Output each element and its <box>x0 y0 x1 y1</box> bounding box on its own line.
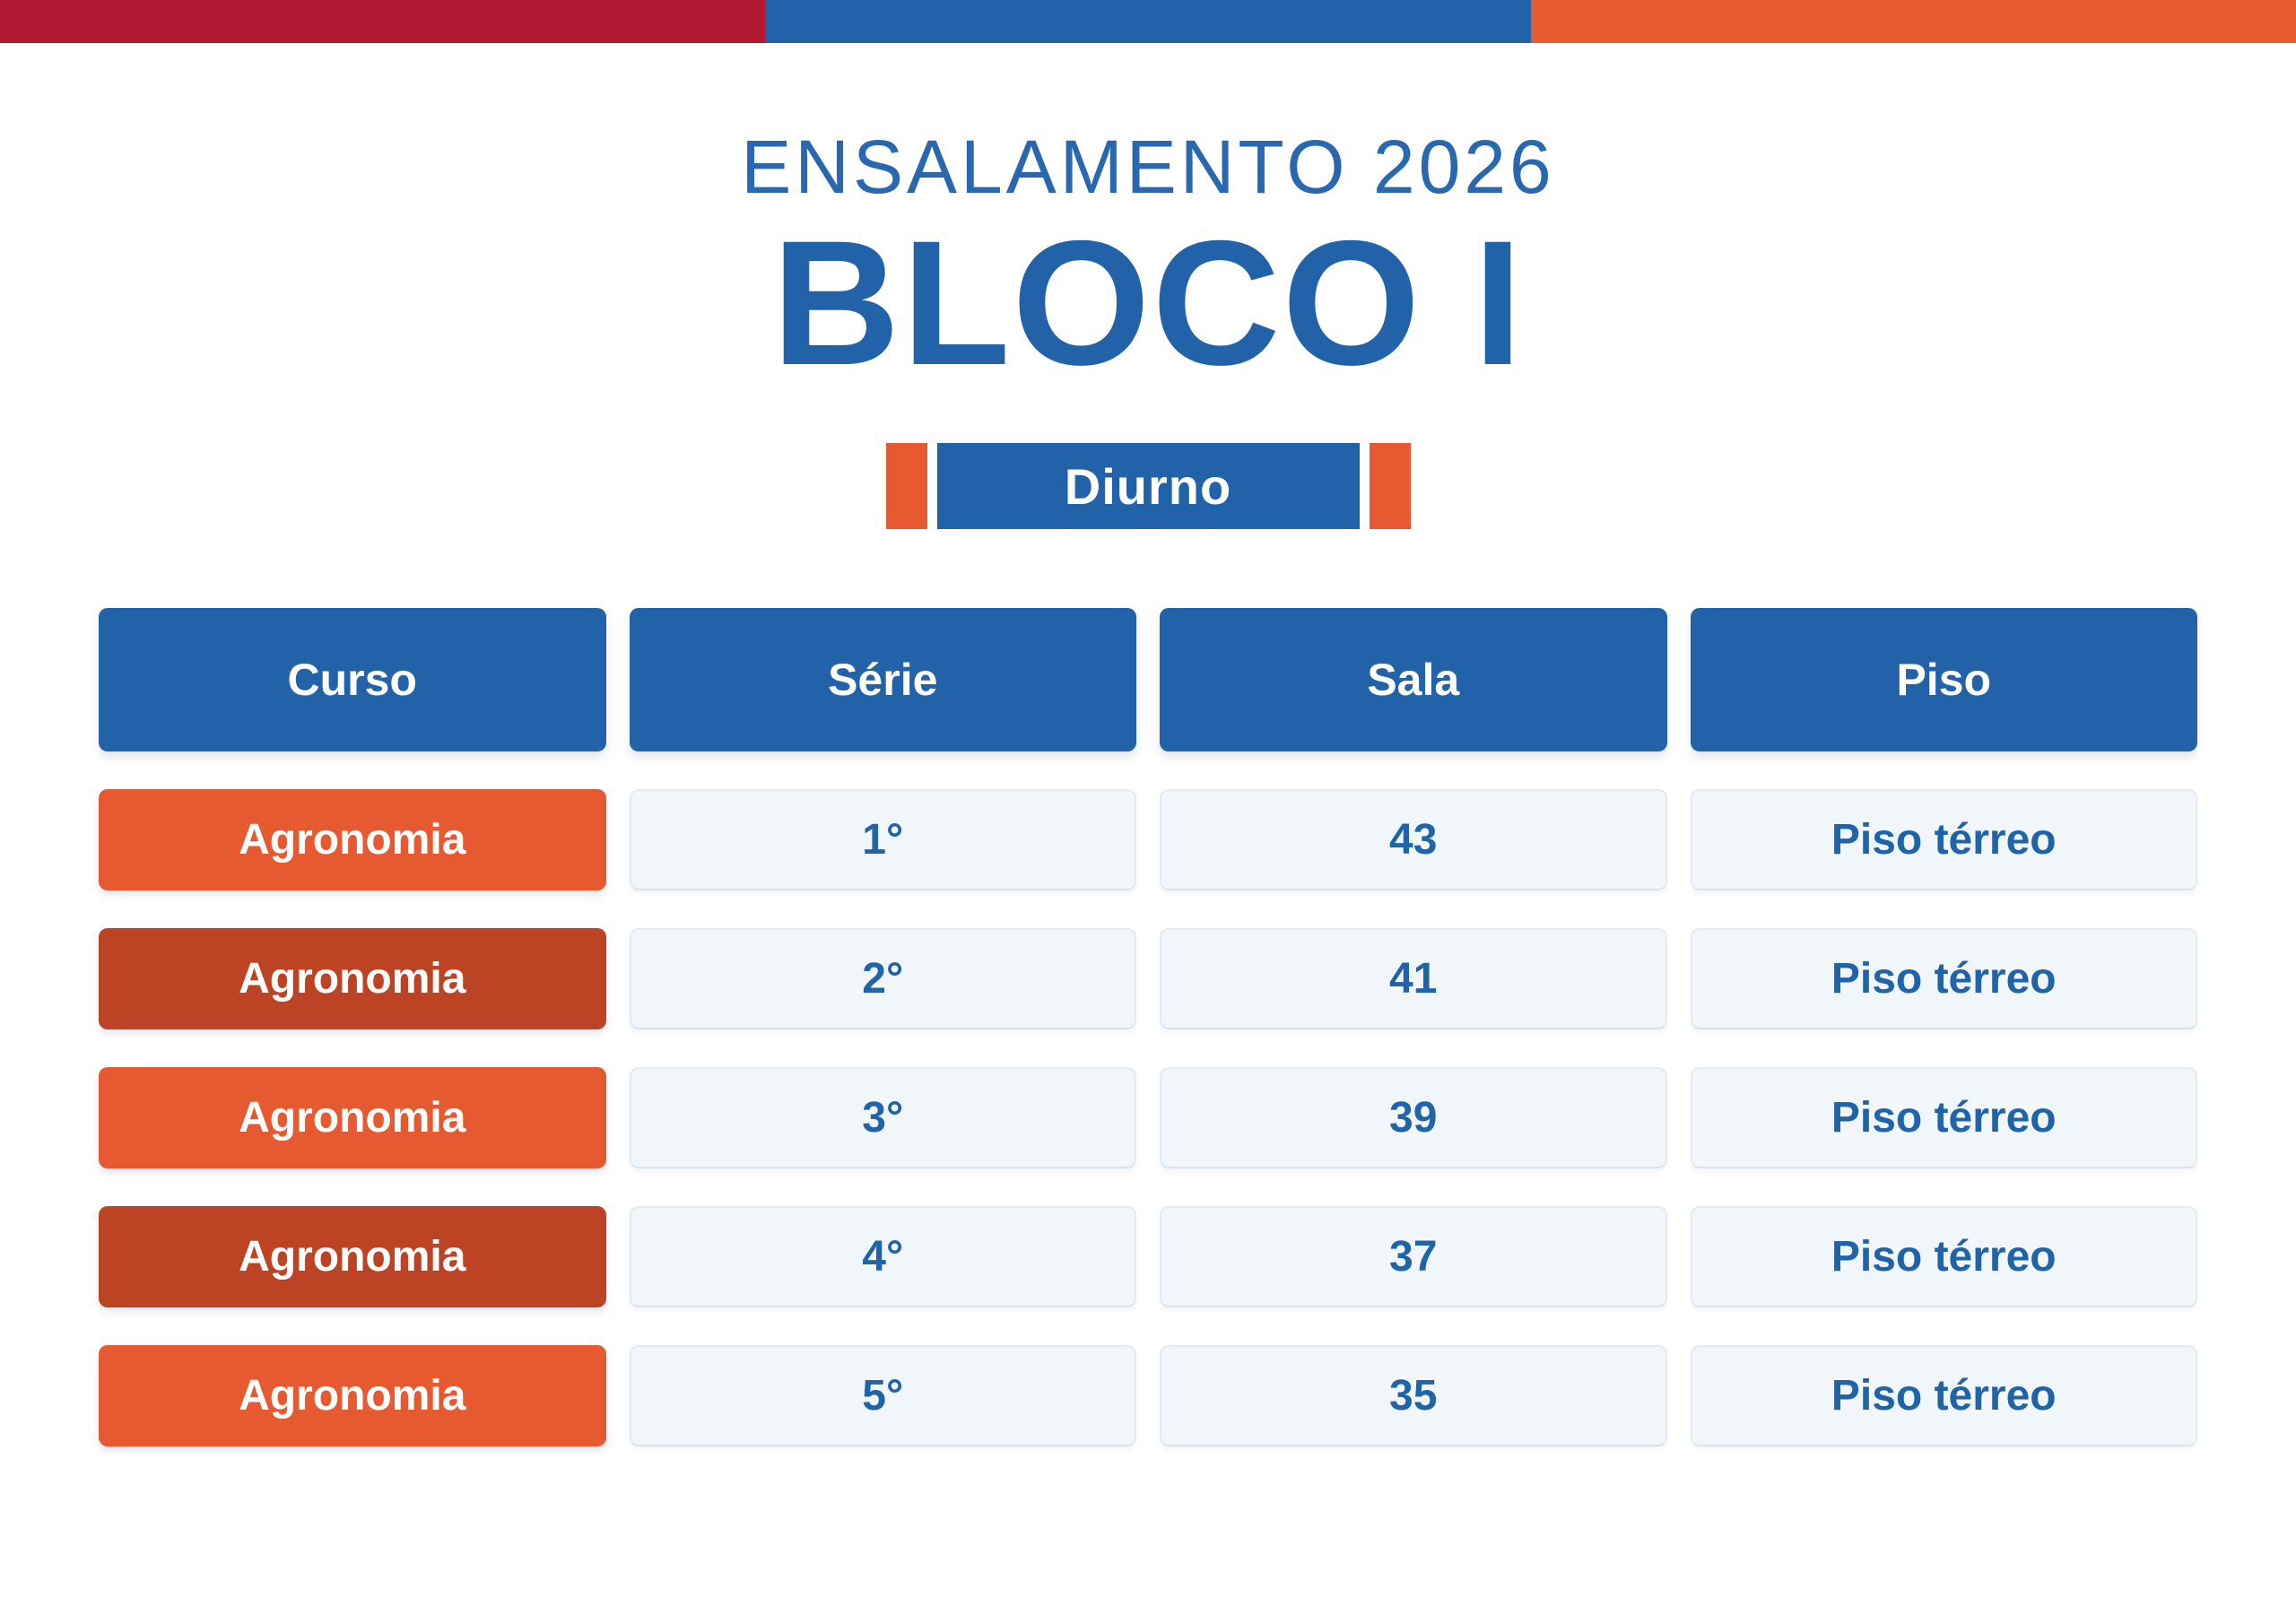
course-cell: Agronomia <box>99 1067 606 1168</box>
sala-cell: 35 <box>1160 1345 1667 1446</box>
header-cell-serie: Série <box>630 608 1137 751</box>
header-cell-curso: Curso <box>99 608 606 751</box>
serie-cell: 3° <box>630 1067 1137 1168</box>
topbar-orange-segment <box>1531 0 2296 43</box>
topbar-blue-segment <box>765 0 1530 43</box>
course-cell: Agronomia <box>99 928 606 1029</box>
badge-label: Diurno <box>937 443 1360 529</box>
shift-badge <box>0 443 2296 529</box>
header-cell-sala: Sala <box>1160 608 1667 751</box>
eyebrow-title: ENSALAMENTO 2026 <box>741 125 1555 209</box>
serie-cell: 2° <box>630 928 1137 1029</box>
header-cell-piso: Piso <box>1691 608 2198 751</box>
schedule-table <box>99 608 2197 1446</box>
course-cell: Agronomia <box>99 1345 606 1446</box>
sala-cell: 43 <box>1160 789 1667 890</box>
sala-cell: 41 <box>1160 928 1667 1029</box>
title-block <box>0 125 2296 402</box>
badge-right-accent <box>1370 443 1411 529</box>
serie-cell: 5° <box>630 1345 1137 1446</box>
piso-cell: Piso térreo <box>1691 1206 2198 1307</box>
piso-cell: Piso térreo <box>1691 1067 2198 1168</box>
badge-left-accent <box>886 443 927 529</box>
piso-cell: Piso térreo <box>1691 1345 2198 1446</box>
piso-cell: Piso térreo <box>1691 789 2198 890</box>
serie-cell: 4° <box>630 1206 1137 1307</box>
serie-cell: 1° <box>630 789 1137 890</box>
sala-cell: 39 <box>1160 1067 1667 1168</box>
topbar-red-segment <box>0 0 765 43</box>
sala-cell: 37 <box>1160 1206 1667 1307</box>
course-cell: Agronomia <box>99 789 606 890</box>
piso-cell: Piso térreo <box>1691 928 2198 1029</box>
course-cell: Agronomia <box>99 1206 606 1307</box>
topbar <box>0 0 2296 43</box>
page-title: BLOCO I <box>771 204 1525 402</box>
